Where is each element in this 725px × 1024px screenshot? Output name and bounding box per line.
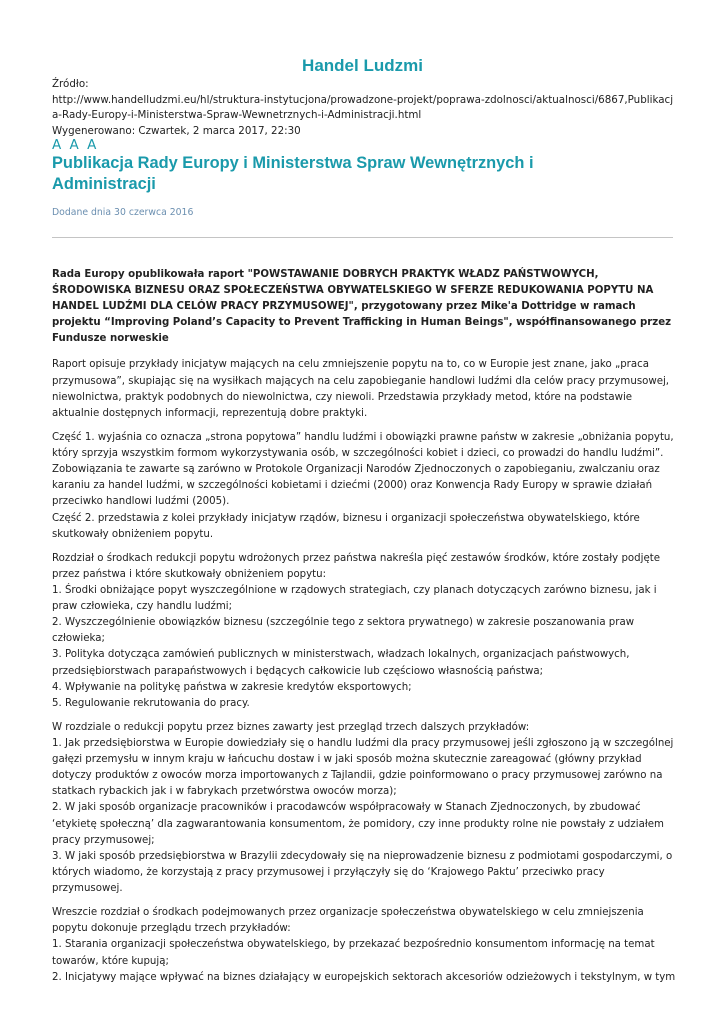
site-title: Handel Ludzmi [302, 56, 423, 75]
generated-timestamp: Wygenerowano: Czwartek, 2 marca 2017, 22:30 [52, 124, 301, 137]
list-item: 2. Wyszczególnienie obowiązków biznesu (szczególnie tego z sektora prywatnego) w zakresie poszanowania praw człowieka; [52, 617, 635, 645]
font-size-large-button[interactable]: A [87, 137, 97, 153]
divider [52, 237, 673, 238]
source-url[interactable]: http://www.handelludzmi.eu/hl/struktura-instytucjona/prowadzone-projekt/poprawa-zdolnosci/aktualnosci/6867,Publikacja-Rady-Europy-i-Ministerstwa-Spraw-Wewnetrznych-i-Administracji.html [52, 93, 674, 122]
list-item: 1. Jak przedsiębiorstwa w Europie dowiedziały się o handlu ludźmi dla pracy przymusowej jeśli zgłoszono ją w szczególnej gałęzi przemysłu w innym kraju w łańcuchu dostaw i w jaki sposób można skutecznie zareagować (główny przykład dotyczy produktów z owoców morza importowanych z Tajlandii, gdzie poinformowano o pracy przymusowej zarówno na statkach rybackich jak i w fabrykach przetwórstwa owoców morza); [52, 738, 674, 798]
paragraph-part: Część 1. wyjaśnia co oznacza „strona popytowa” handlu ludźmi i obowiązki prawne państw w zakresie „obniżania popytu, który sprzyja wszystkim formom wykorzystywania osób, w szczególności kobiet i dzieci, co prowadzi do handlu ludźmi”. Zobowiązania te zawarte są zarówno w Protokole Organizacji Narodów Zjednoczonych o zapobieganiu, zwalczaniu oraz karaniu za handel ludźmi, w szczególności kobietami i dziećmi (2000) oraz Konwencja Rady Europy w sprawie działań przeciwko handlowi ludźmi (2005). [52, 432, 674, 508]
added-date: Dodane dnia 30 czerwca 2016 [52, 207, 194, 218]
list-item: 3. W jaki sposób przedsiębiorstwa w Brazylii zdecydowały się na nieprowadzenie biznesu z podmiotami gospodarczymi, o których wiadomo, że korzystają z pracy przymusowej i przyłączyły się do ‘Krajowego Paktu’ przeciwko pracy przymusowej. [52, 850, 673, 894]
list-item: 2. Inicjatywy mające wpływać na biznes działający w europejskich sektorach akcesoriów odzieżowych i tekstylnym, w tym [52, 971, 676, 983]
list-item: 1. Starania organizacji społeczeństwa obywatelskiego, by przekazać bezpośrednio konsumentom informację na temat towarów, które kupują; [52, 939, 655, 967]
paragraph-part: Część 2. przedstawia z kolei przykłady inicjatyw rządów, biznesu i organizacji społeczeństwa obywatelskiego, które skutkowały obniżeniem popytu. [52, 512, 640, 540]
list-item: 4. Wpływanie na politykę państwa w zakresie kredytów eksportowych; [52, 681, 412, 693]
paragraph [52, 905, 676, 985]
font-size-medium-button[interactable]: A [69, 137, 79, 153]
list-intro: W rozdziale o redukcji popytu przez biznes zawarty jest przegląd trzech dalszych przykładów: [52, 722, 530, 733]
list-item: 3. Polityka dotycząca zamówień publicznych w ministerstwach, władzach lokalnych, organizacjach państwowych, przedsiębiorstwach parapaństwowych i będących całkowicie lub częściowo własnością państwa; [52, 649, 630, 677]
font-size-controls [52, 137, 100, 153]
paragraph [52, 551, 676, 712]
list-intro: Wreszcie rozdział o środkach podejmowanych przez organizacje społeczeństwa obywatelskiego w celu zmniejszenia popytu dokonuje przeglądu trzech przykładów: [52, 907, 644, 935]
paragraph [52, 430, 676, 543]
list-item: 2. W jaki sposób organizacje pracowników i pracodawców współpracowały w Stanach Zjednoczonych, by zbudować ‘etykietę społeczną’ dla zagwarantowania konsumentom, że pomidory, czy inne produkty rolne nie powstały z udziałem pracy przymusowej; [52, 802, 664, 846]
paragraph [52, 720, 676, 897]
paragraph: Raport opisuje przykłady inicjatyw mających na celu zmniejszenie popytu na to, co w Europie jest znane, jako „praca przymusowa”, skupiając się na wysiłkach mających na celu zapobieganie handlowi ludźmi dla celów pracy przymusowej, niewolnictwa, praktyk podobnych do niewolnictwa, czy niewoli. Przedstawia przykłady metod, które na podstawie aktualnie dostępnych informacji, reprezentują dobre praktyki. [52, 359, 670, 419]
source-meta [52, 77, 677, 139]
list-item: 1. Środki obniżające popyt wyszczególnione w rządowych strategiach, czy planach dotyczących zarówno biznesu, jak i praw człowieka, czy handlu ludźmi; [52, 585, 657, 613]
list-item: 5. Regulowanie rekrutowania do pracy. [52, 697, 250, 709]
article-title: Publikacja Rady Europy i Ministerstwa Spraw Wewnętrznych i Administracji [52, 154, 534, 193]
font-size-small-button[interactable]: A [52, 137, 62, 153]
lead-paragraph: Rada Europy opublikowała raport "POWSTAWANIE DOBRYCH PRAKTYK WŁADZ PAŃSTWOWYCH, ŚRODOWISKA BIZNESU ORAZ SPOŁECZEŃSTWA OBYWATELSKIEGO W SFERZE REDUKOWANIA POPYTU NA HANDEL LUDŹMI DLA CELÓW PRACY PRZYMUSOWEJ", przygotowany przez Mike'a Dottridge w ramach projektu “Improving Poland’s Capacity to Prevent Trafficking in Human Beings", współfinansowanego przez Fundusze norweskie [52, 269, 672, 345]
article-content [52, 267, 676, 994]
source-label: Źródło: [52, 78, 89, 90]
list-intro: Rozdział o środkach redukcji popytu wdrożonych przez państwa nakreśla pięć zestawów środków, które zostały podjęte przez państwa i które skutkowały obniżeniem popytu: [52, 552, 660, 580]
